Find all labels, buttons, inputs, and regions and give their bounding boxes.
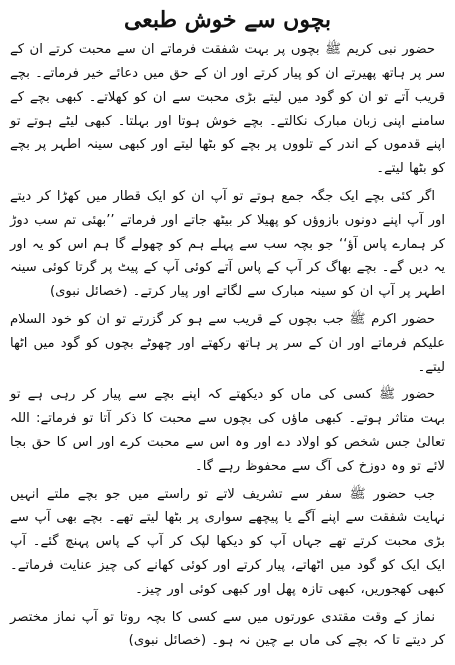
paragraph-2 (10, 185, 445, 304)
paragraph-5 (10, 483, 445, 602)
paragraph-2-text: اگر کئی بچے ایک جگہ جمع ہوتے تو آپ ان کو ایک قطار میں کھڑا کر دیتے اور آپ اپنے دونوں بازوؤں کو پھیلا کر بیٹھ جاتے اور فرماتے ’’بھئی تم سب دوڑ کر ہمارے پاس آؤ‘‘ جو بچہ سب سے پہلے ہم کو چھولے گا ہم اس کو یہ اور یہ دیں گے۔ بچے بھاگ کر آپ کے پاس آتے کوئی آپ کے پیٹ پر گرتا کوئی سینہ اطہر پر آپ ان کو سینہ مبارک سے لگاتے اور پیار کرتے۔ (خصائل نبوی) (10, 188, 445, 300)
paragraph-1 (10, 38, 445, 181)
paragraph-6-text: نماز کے وقت مقتدی عورتوں میں سے کسی کا بچہ روتا تو آپ نماز مختصر کر دیتے تا کہ بچے کی ماں بے چین نہ ہو۔ (خصائل نبوی) (10, 609, 445, 649)
paragraph-1-text: حضور نبی کریم ﷺ بچوں پر بہت شفقت فرماتے ان سے محبت کرتے ان کے سر پر ہاتھ پھیرتے ان کو پیار کرتے اور ان کے حق میں دعائے خیر فرماتے۔ بچے قریب آتے تو ان کو گود میں لیتے بڑی محبت سے ان کو کھلاتے۔ کبھی بچے کے سامنے اپنی زبان مبارک نکالتے۔ بچے خوش ہوتا اور بہلتا۔ کبھی لیٹے ہوتے تو اپنے قدموں کے اندر کے تلووں پر بچے کو بٹھا لیتے اور کبھی سینہ اطہر پر بچے کو بٹھا لیتے۔ (10, 42, 445, 177)
paragraph-3 (10, 308, 445, 379)
page-title: بچوں سے خوش طبعی (123, 7, 332, 33)
paragraph-5-text: جب حضور ﷺ سفر سے تشریف لاتے تو راستے میں جو بچے ملتے انہیں نہایت شفقت سے اپنے آگے یا پیچھے سواری پر بٹھا لیتے تھے۔ بچے بھی آپ سے بڑی محبت کرتے تھے جہاں آپ کو دیکھا لپک کر آپ کے پاس پہنچ گئے۔ آپ ایک ایک کو گود میں اٹھاتے، پیار کرتے اور کوئی کھانے کی چیز عنایت فرماتے۔ کبھی کھجوریں، کبھی تازہ پھل اور کبھی کوئی اور چیز۔ (10, 486, 445, 597)
paragraph-6 (10, 606, 445, 654)
paragraph-4 (10, 383, 445, 478)
paragraph-3-text: حضور اکرم ﷺ جب بچوں کے قریب سے ہو کر گزرتے تو ان کو خود السلام علیکم فرماتے اور ان کے سر پر ہاتھ رکھتے اور چھوٹے بچوں کو گود میں اٹھا لیتے۔ (10, 311, 445, 375)
paragraph-4-text: حضور ﷺ کسی کی ماں کو دیکھتے کہ اپنے بچے سے پیار کر رہی ہے تو بہت متاثر ہوتے۔ کبھی ماؤں کی بچوں سے محبت کا ذکر آتا تو فرماتے: اللہ تعالیٰ جس شخص کو اولاد دے اور وہ اس سے محبت کرے اور اس کا حق بجا لائے تو وہ دوزخ کی آگ سے محفوظ رہے گا۔ (10, 387, 445, 474)
